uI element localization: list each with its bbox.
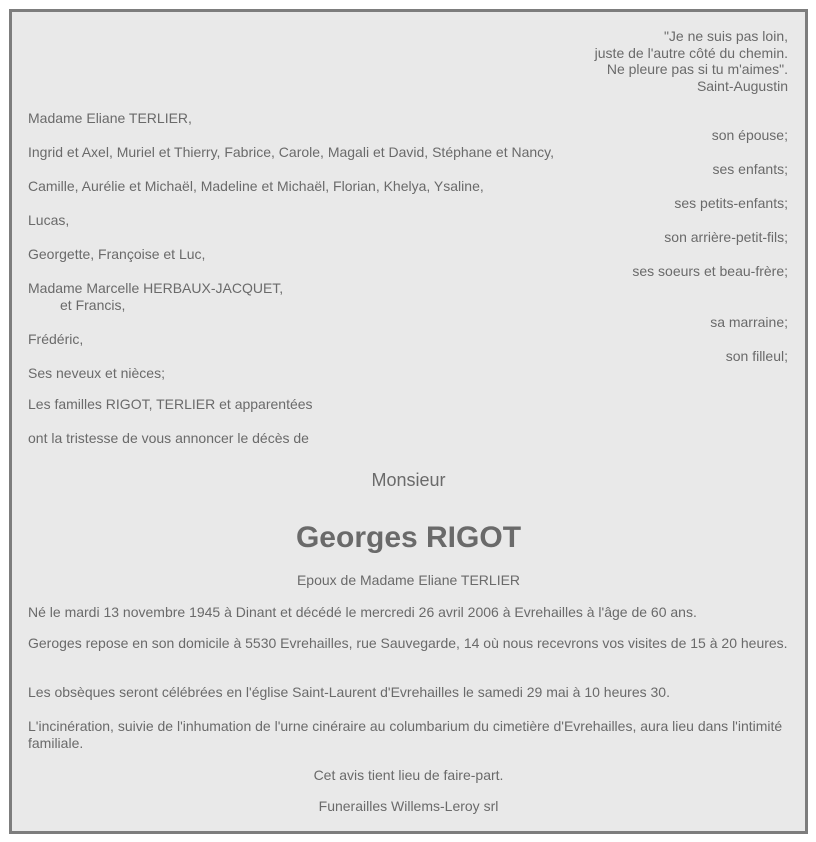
deceased-spouse-line: Epoux de Madame Eliane TERLIER [296, 572, 521, 588]
siblings-names: Georgette, Françoise et Luc, [28, 246, 206, 262]
nephews-line: Ses neveux et nièces; [28, 365, 165, 381]
quote-line: "Je ne suis pas loin, [663, 28, 788, 44]
funeral-info: Les obsèques seront célébrées en l'église Saint-Laurent d'Evrehailles le samedi 29 mai à 10 heures 30. [28, 684, 670, 700]
spouse-name: Madame Eliane TERLIER, [28, 110, 192, 126]
greatgrandchild-role: son arrière-petit-fils; [664, 229, 788, 245]
greatgrandchild-name: Lucas, [28, 212, 70, 228]
quote-author: Saint-Augustin [696, 77, 788, 94]
deceased-title: Monsieur [371, 470, 446, 490]
children-names: Ingrid et Axel, Muriel et Thierry, Fabrice, Carole, Magali et David, Stéphane et Nancy, [28, 144, 555, 160]
notice-line: Cet avis tient lieu de faire-part. [313, 767, 504, 783]
godson-role: son filleul; [725, 348, 788, 364]
spouse-role: son épouse; [711, 127, 788, 143]
quote-line: juste de l'autre côté du chemin. [594, 44, 788, 61]
grandchildren-role: ses petits-enfants; [674, 195, 788, 211]
epigraph-quote [595, 28, 788, 94]
cremation-info: L'incinération, suivie de l'inhumation de l'urne cinéraire au columbarium du cimetière d'Evrehailles, aura lieu dans l'intimité familiale. [28, 718, 783, 751]
quote-line: Ne pleure pas si tu m'aimes". [606, 61, 788, 77]
undertaker-name: Funerailles Willems-Leroy srl [318, 798, 499, 814]
godmother-role: sa marraine; [710, 314, 788, 330]
godmother-partner: et Francis, [60, 297, 126, 313]
godson-name: Frédéric, [28, 331, 84, 347]
rest-info: Geroges repose en son domicile à 5530 Evrehailles, rue Sauvegarde, 14 où nous recevrons vos visites de 15 à 20 heures. [28, 635, 788, 651]
siblings-role: ses soeurs et beau-frère; [632, 263, 788, 279]
announcement-intro: ont la tristesse de vous annoncer le décès de [28, 430, 309, 446]
families-line: Les familles RIGOT, TERLIER et apparentées [28, 396, 313, 412]
grandchildren-names: Camille, Aurélie et Michaël, Madeline et Michaël, Florian, Khelya, Ysaline, [28, 178, 484, 194]
godmother-name: Madame Marcelle HERBAUX-JACQUET, [28, 280, 284, 296]
birth-death-line: Né le mardi 13 novembre 1945 à Dinant et décédé le mercredi 26 avril 2006 à Evrehailles à l'âge de 60 ans. [28, 604, 697, 620]
death-notice-card [9, 9, 808, 834]
deceased-name: Georges RIGOT [295, 521, 522, 554]
children-role: ses enfants; [712, 161, 788, 177]
